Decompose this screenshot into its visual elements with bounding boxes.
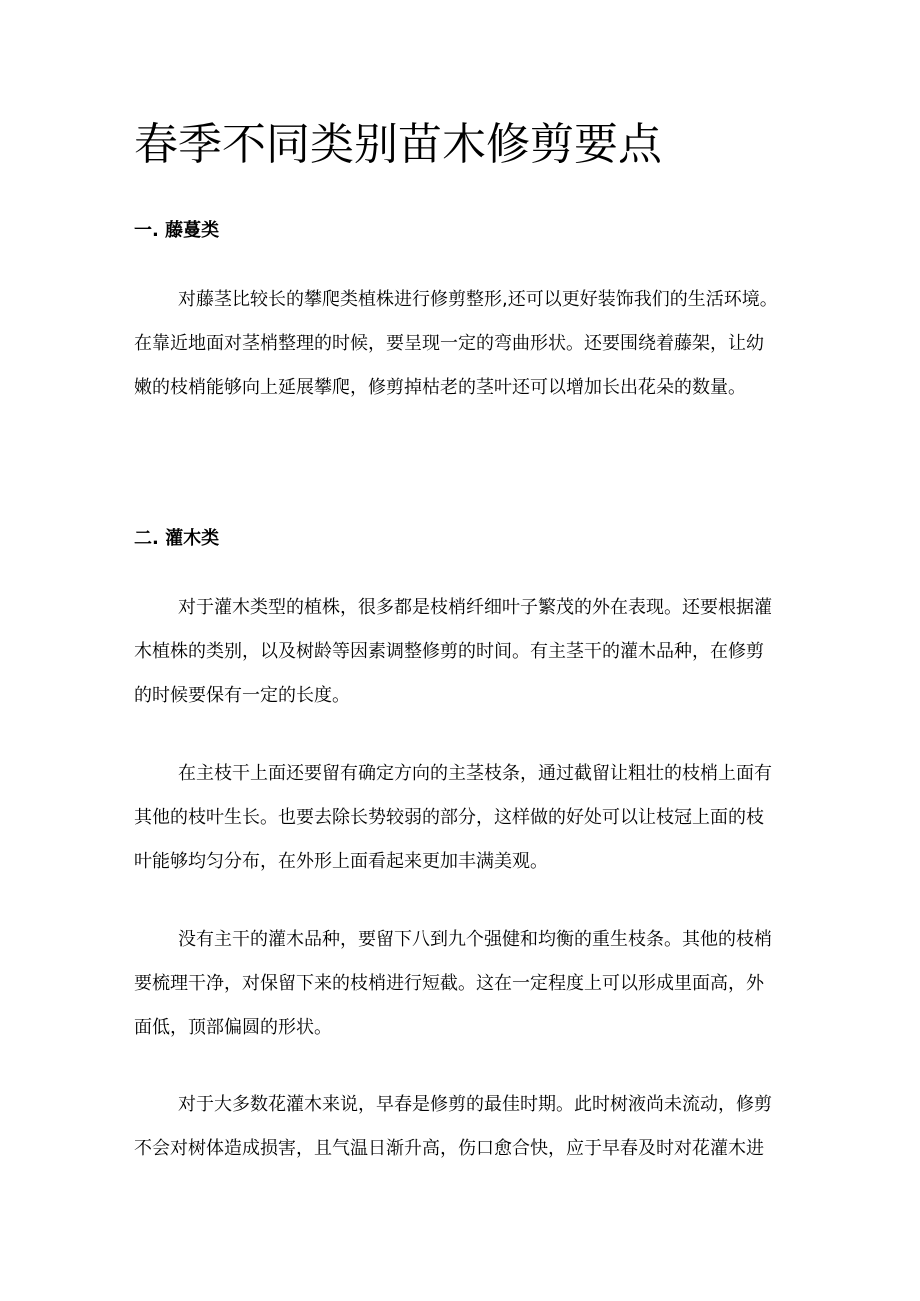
paragraph-line: 木植株的类别，以及树龄等因素调整修剪的时间。有主茎干的灌木品种，在修剪: [134, 641, 764, 662]
paragraph-line: 在靠近地面对茎梢整理的时候，要呈现一定的弯曲形状。还要围绕着藤架，让幼: [134, 333, 764, 354]
paragraph-line: 没有主干的灌木品种，要留下八到九个强健和均衡的重生枝条。其他的枝梢: [178, 929, 772, 950]
paragraph-line: 其他的枝叶生长。也要去除长势较弱的部分，这样做的好处可以让枝冠上面的枝: [134, 807, 764, 828]
paragraph: [134, 1083, 794, 1171]
section-heading-vines: 一. 藤蔓类: [134, 220, 220, 241]
document-title: 春季不同类别苗木修剪要点: [134, 119, 662, 170]
paragraph-line: 对于灌木类型的植株，很多都是枝梢纤细叶子繁茂的外在表现。还要根据灌: [178, 597, 772, 618]
paragraph: [134, 752, 794, 884]
paragraph-line: 面低，顶部偏圆的形状。: [134, 1017, 332, 1038]
paragraph-line: 叶能够均匀分布，在外形上面看起来更加丰满美观。: [134, 851, 548, 872]
paragraph-line: 要梳理干净，对保留下来的枝梢进行短截。这在一定程度上可以形成里面高，外: [134, 973, 764, 994]
section-heading-shrubs: 二. 灌木类: [134, 528, 220, 549]
paragraph-line: 不会对树体造成损害，且气温日渐升高，伤口愈合快，应于早春及时对花灌木进: [134, 1138, 764, 1159]
paragraph-line: 对于大多数花灌木来说，早春是修剪的最佳时期。此时树液尚未流动，修剪: [178, 1094, 772, 1115]
paragraph: [134, 278, 794, 410]
paragraph-line: 嫩的枝梢能够向上延展攀爬，修剪掉枯老的茎叶还可以增加长出花朵的数量。: [134, 377, 746, 398]
paragraph-line: 对藤茎比较长的攀爬类植株进行修剪整形,还可以更好装饰我们的生活环境。: [178, 289, 778, 310]
paragraph-line: 在主枝干上面还要留有确定方向的主茎枝条，通过截留让粗壮的枝梢上面有: [178, 763, 772, 784]
paragraph: [134, 918, 794, 1050]
paragraph: [134, 586, 794, 718]
paragraph-line: 的时候要保有一定的长度。: [134, 685, 350, 706]
